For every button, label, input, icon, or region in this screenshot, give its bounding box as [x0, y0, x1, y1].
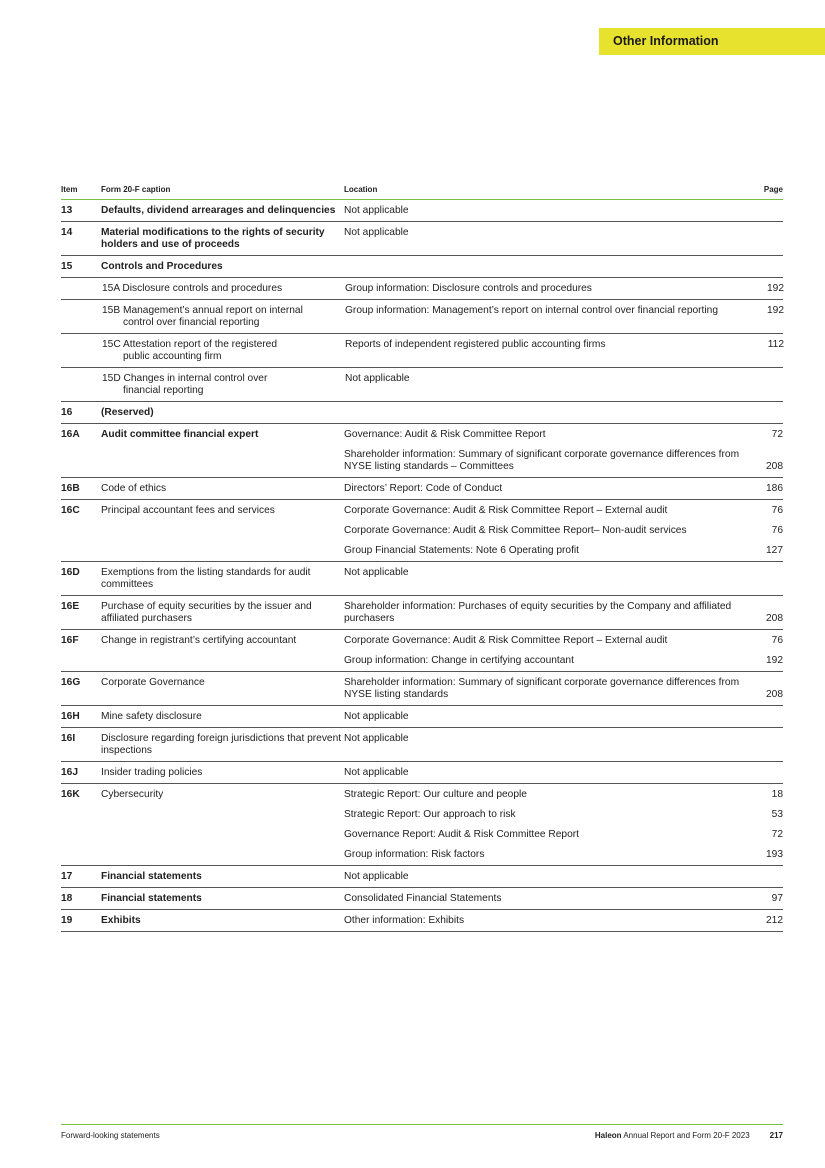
location-line: [344, 500, 783, 521]
item-number: 16A: [61, 429, 80, 440]
location-list: [344, 562, 783, 595]
location-text[interactable]: Not applicable: [344, 767, 409, 778]
caption: Exemptions from the listing standards for audit committees: [101, 567, 311, 590]
location-list: [344, 424, 783, 477]
location-text[interactable]: Group information: Management’s report on internal control over financial reporting: [345, 305, 718, 316]
item-number: 15: [61, 261, 73, 272]
location-line: [344, 651, 783, 671]
table-row: [61, 910, 783, 932]
caption: Disclosure regarding foreign jurisdictions that prevent inspections: [101, 733, 342, 756]
caption: Change in registrant’s certifying accountant: [101, 635, 297, 646]
location-list: [344, 762, 783, 783]
caption: (Reserved): [101, 407, 154, 418]
location-text[interactable]: Directors’ Report: Code of Conduct: [344, 483, 503, 494]
location-line: [344, 541, 783, 561]
location-text[interactable]: Strategic Report: Our approach to risk: [344, 809, 516, 820]
location-text[interactable]: Not applicable: [344, 205, 409, 216]
header-location: Location: [344, 185, 378, 194]
location-line: [344, 888, 783, 909]
location-text[interactable]: Strategic Report: Our culture and people: [344, 789, 527, 800]
location-list: [344, 728, 783, 761]
location-list: [344, 256, 783, 277]
location-list: [344, 402, 783, 423]
page-ref[interactable]: 97: [771, 893, 783, 904]
location-text[interactable]: Group information: Change in certifying accountant: [344, 655, 574, 666]
form-20f-index-table: [61, 185, 783, 932]
table-subrow: [61, 300, 783, 334]
location-text[interactable]: Reports of independent registered public accounting firms: [345, 339, 606, 350]
item-number: 16D: [61, 567, 80, 578]
location-list: [344, 222, 783, 255]
sub-caption-label: 15D Changes in internal control over: [102, 373, 268, 384]
item-number: 16: [61, 407, 73, 418]
location-list: [344, 784, 783, 865]
table-row: [61, 596, 783, 630]
location-list: [345, 300, 784, 333]
page-footer: [61, 1124, 783, 1140]
location-text[interactable]: Corporate Governance: Audit & Risk Committee Report– Non-audit services: [344, 525, 687, 536]
page-ref[interactable]: 192: [767, 283, 784, 294]
sub-caption: [101, 368, 345, 401]
location-list: [344, 478, 783, 499]
header-page: Page: [763, 185, 783, 194]
page-ref[interactable]: 72: [771, 829, 783, 840]
table-subrow: [61, 368, 783, 402]
item-number-empty: [61, 300, 101, 333]
location-list: [344, 630, 783, 671]
page-ref[interactable]: 76: [771, 635, 783, 646]
location-text[interactable]: Not applicable: [344, 567, 409, 578]
page-ref[interactable]: 208: [766, 613, 783, 624]
item-number: 16J: [61, 767, 78, 778]
table-header: [61, 185, 783, 200]
table-row: [61, 762, 783, 784]
caption: Material modifications to the rights of security holders and use of proceeds: [101, 227, 325, 250]
caption: Cybersecurity: [101, 789, 164, 800]
location-line: [344, 845, 783, 865]
sub-caption-label: 15C Attestation report of the registered: [102, 339, 277, 350]
location-text[interactable]: Not applicable: [344, 711, 409, 722]
caption: Corporate Governance: [101, 677, 205, 688]
item-number: 16I: [61, 733, 76, 744]
table-body: [61, 200, 783, 932]
location-list: [345, 368, 784, 401]
location-line: [344, 200, 783, 221]
table-row: [61, 784, 783, 866]
item-number: 17: [61, 871, 73, 882]
sub-caption-label: 15B Management’s annual report on internal: [102, 305, 303, 316]
table-row: [61, 256, 783, 278]
report-title: Annual Report and Form 20-F 2023: [623, 1131, 750, 1140]
location-text[interactable]: Corporate Governance: Audit & Risk Committee Report – External audit: [344, 635, 668, 646]
sub-caption-continuation: public accounting firm: [123, 351, 222, 362]
caption: Exhibits: [101, 915, 141, 926]
location-line: [344, 562, 783, 583]
location-line: [344, 825, 783, 845]
location-text[interactable]: Other information: Exhibits: [344, 915, 465, 926]
caption: Audit committee financial expert: [101, 429, 259, 440]
location-list: [344, 672, 783, 705]
page-ref[interactable]: 192: [767, 305, 784, 316]
page-ref[interactable]: 208: [766, 461, 783, 472]
sub-caption: [101, 334, 345, 367]
location-line: [344, 706, 783, 727]
item-number: 16B: [61, 483, 80, 494]
table-subrow: [61, 278, 783, 300]
caption: Financial statements: [101, 871, 202, 882]
page-ref[interactable]: 76: [771, 525, 783, 536]
location-line: [345, 334, 784, 355]
item-number: 19: [61, 915, 73, 926]
table-row: [61, 630, 783, 672]
page-ref[interactable]: 112: [767, 339, 784, 350]
caption: Controls and Procedures: [101, 261, 223, 272]
item-number-empty: [61, 368, 101, 401]
forward-looking-link[interactable]: Forward-looking statements: [61, 1131, 160, 1140]
item-number: 16H: [61, 711, 80, 722]
location-line: [344, 630, 783, 651]
location-line: [344, 424, 783, 445]
location-text[interactable]: Group Financial Statements: Note 6 Operating profit: [344, 545, 579, 556]
location-text[interactable]: Not applicable: [345, 373, 410, 384]
location-line: [345, 278, 784, 299]
item-number: 13: [61, 205, 73, 216]
location-line: [344, 478, 783, 499]
location-line: [344, 445, 783, 477]
caption: Principal accountant fees and services: [101, 505, 275, 516]
location-text[interactable]: Group information: Risk factors: [344, 849, 485, 860]
header-item: Item: [61, 185, 78, 194]
item-number-empty: [61, 334, 101, 367]
table-row: [61, 200, 783, 222]
location-text[interactable]: Shareholder information: Summary of significant corporate governance differences from NYSE listing standards – Committees: [344, 449, 740, 472]
location-line: [344, 784, 783, 805]
location-line: [344, 222, 783, 243]
location-text[interactable]: Consolidated Financial Statements: [344, 893, 502, 904]
location-line: [344, 910, 783, 931]
caption: Purchase of equity securities by the issuer and affiliated purchasers: [101, 601, 312, 624]
location-list: [344, 866, 783, 887]
location-line: [345, 300, 784, 321]
location-line: [344, 866, 783, 887]
page-ref[interactable]: 18: [771, 789, 783, 800]
sub-caption-continuation: control over financial reporting: [123, 317, 260, 328]
footer-report: [595, 1131, 750, 1140]
location-text[interactable]: Shareholder information: Summary of significant corporate governance differences from NYSE listing standards: [344, 677, 740, 700]
caption: Code of ethics: [101, 483, 167, 494]
location-line: [344, 596, 783, 629]
table-row: [61, 222, 783, 256]
table-row: [61, 672, 783, 706]
location-text[interactable]: Governance Report: Audit & Risk Committee Report: [344, 829, 579, 840]
page-ref[interactable]: 212: [766, 915, 783, 926]
page-ref[interactable]: 193: [766, 849, 783, 860]
location-list: [345, 278, 784, 299]
location-text[interactable]: Corporate Governance: Audit & Risk Committee Report – External audit: [344, 505, 668, 516]
item-number: 16G: [61, 677, 81, 688]
item-number: 14: [61, 227, 73, 238]
location-text[interactable]: Governance: Audit & Risk Committee Report: [344, 429, 546, 440]
location-text[interactable]: Group information: Disclosure controls and procedures: [345, 283, 592, 294]
location-list: [344, 706, 783, 727]
page-ref[interactable]: 186: [766, 483, 783, 494]
location-text[interactable]: Not applicable: [344, 227, 409, 238]
item-number: 18: [61, 893, 73, 904]
item-number: 16C: [61, 505, 80, 516]
item-number: 16F: [61, 635, 79, 646]
table-row: [61, 562, 783, 596]
table-subrow: [61, 334, 783, 368]
caption: Mine safety disclosure: [101, 711, 202, 722]
page-ref[interactable]: 192: [766, 655, 783, 666]
location-list: [344, 200, 783, 221]
caption: Insider trading policies: [101, 767, 203, 778]
page-ref[interactable]: 53: [771, 809, 783, 820]
table-row: [61, 866, 783, 888]
location-line: [344, 805, 783, 825]
table-row: [61, 402, 783, 424]
caption: Financial statements: [101, 893, 202, 904]
page-ref[interactable]: 127: [766, 545, 783, 556]
location-line: [344, 728, 783, 749]
sub-caption: [101, 278, 345, 299]
caption: Defaults, dividend arrearages and delinquencies: [101, 205, 336, 216]
item-number-empty: [61, 278, 101, 299]
location-line: [345, 368, 784, 389]
header-caption: Form 20-F caption: [101, 185, 171, 194]
item-number: 16E: [61, 601, 80, 612]
item-number: 16K: [61, 789, 80, 800]
page-ref[interactable]: 76: [771, 505, 783, 516]
sub-caption-label: 15A Disclosure controls and procedures: [102, 283, 283, 294]
table-row: [61, 888, 783, 910]
location-list: [344, 910, 783, 931]
table-row: [61, 706, 783, 728]
brand-name: Haleon: [594, 1131, 622, 1140]
location-line: [344, 672, 783, 705]
sub-caption-continuation: financial reporting: [123, 385, 204, 396]
location-text[interactable]: Shareholder information: Purchases of equity securities by the Company and affiliated purchasers: [344, 601, 732, 624]
location-text[interactable]: Not applicable: [344, 733, 409, 744]
table-row: [61, 478, 783, 500]
location-list: [345, 334, 784, 367]
table-row: [61, 500, 783, 562]
location-line: [344, 521, 783, 541]
page-ref[interactable]: 72: [771, 429, 783, 440]
location-list: [344, 500, 783, 561]
table-row: [61, 424, 783, 478]
location-line: [344, 762, 783, 783]
location-text[interactable]: Not applicable: [344, 871, 409, 882]
sub-caption: [101, 300, 345, 333]
page-number: 217: [769, 1131, 783, 1140]
location-list: [344, 888, 783, 909]
table-row: [61, 728, 783, 762]
page-ref[interactable]: 208: [766, 689, 783, 700]
location-list: [344, 596, 783, 629]
section-tab: Other Information: [599, 28, 825, 55]
